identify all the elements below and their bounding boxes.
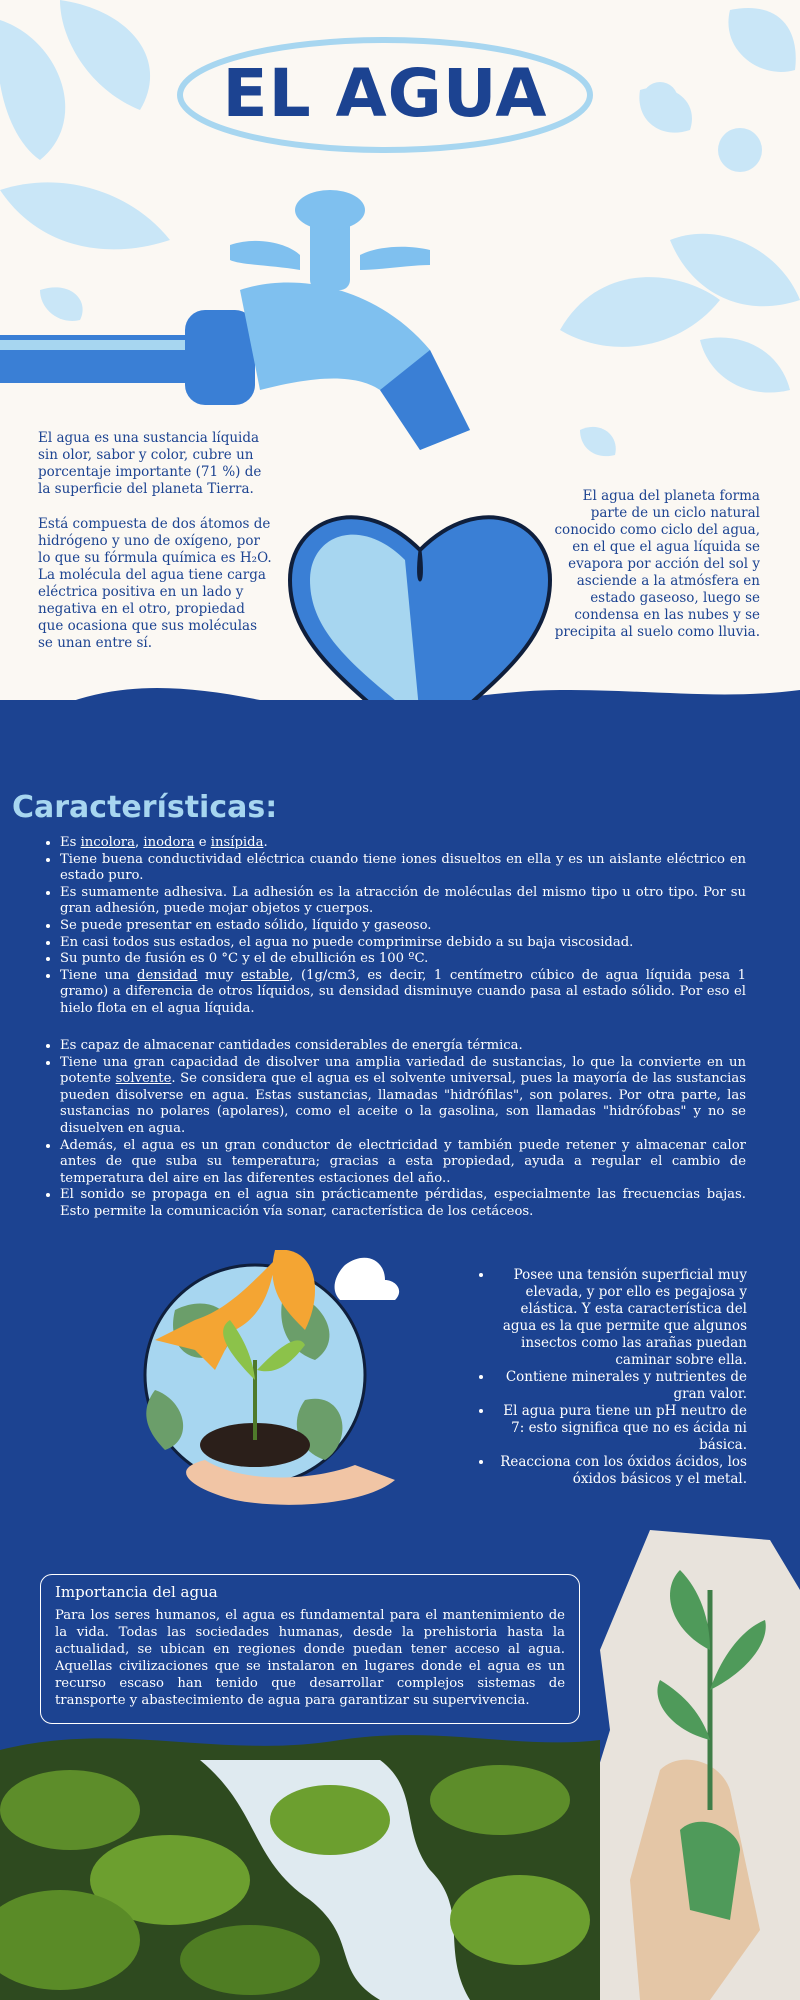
leaf-shape (560, 277, 720, 347)
bubble-shape (718, 128, 762, 172)
intro-paragraph-2: Está compuesta de dos átomos de hidrógeno y uno de oxígeno, por lo que su fórmula química es H₂O. La molécula del agua tiene carga eléctrica positiva en un lado y negativa en el otro, propiedad que ocasiona que sus moléculas se unan entre sí. (38, 516, 272, 651)
title-frame (170, 25, 600, 165)
list-item: • El sonido se propaga en el agua sin prácticamente pérdidas, especialmente las frecuencias bajas. Esto permite la comunicación vía sonar, característica de los cetáceos. (60, 1187, 746, 1220)
characteristics-list-1 (40, 835, 746, 1018)
water-cycle-paragraph: El agua del planeta forma parte de un ciclo natural conocido como ciclo del agua, en el que el agua líquida se evapora por acción del sol y asciende a la atmósfera en estado gaseoso, luego se condensa en las nubes y se precipita al suelo como lluvia. (554, 488, 760, 640)
list-item: • Reacciona con los óxidos ácidos, los óxidos básicos y el metal. (494, 1454, 747, 1488)
list-item: • Su punto de fusión es 0 °C y el de ebullición es 100 ºC. (60, 951, 746, 968)
list-item: • Tiene una densidad muy estable, (1g/cm3, es decir, 1 centímetro cúbico de agua líquida pesa 1 gramo) a diferencia de otros líquidos, su densidad disminuye cuando pasa al estado sólido. Por eso el hielo flota en el agua líquida. (60, 968, 746, 1018)
faucet-illustration (0, 180, 490, 460)
bubble-shape (642, 82, 678, 118)
page-title: EL AGUA (222, 55, 548, 132)
importance-heading: Importancia del agua (55, 1583, 218, 1601)
list-item: • Es sumamente adhesiva. La adhesión es la atracción de moléculas del mismo tipo u otro tipo. Por su gran adhesión, puede mojar objetos y cuerpos. (60, 885, 746, 918)
list-item: • El agua pura tiene un pH neutro de 7: esto significa que no es ácida ni básica. (494, 1403, 747, 1454)
list-item: • Tiene buena conductividad eléctrica cuando tiene iones disueltos en ella y es un aislante eléctrico en estado puro. (60, 852, 746, 885)
characteristics-heading: Características: (12, 790, 278, 825)
list-item: • Es capaz de almacenar cantidades considerables de energía térmica. (60, 1038, 746, 1055)
leaf-shape (60, 0, 150, 110)
leaf-shape (728, 8, 795, 72)
list-item: • Tiene una gran capacidad de disolver una amplia variedad de sustancias, lo que la convierte en un potente solvente. Se considera que el agua es el solvente universal, pues la mayoría de las sustancias pueden disolverse en agua. Estas sustancias, llamadas "hidrófilas", son polares. Por otra parte, las sustancias no polares (apolares), como el aceite o la gasolina, son llamadas "hidrófobas" y no se disuelven en agua. (60, 1055, 746, 1138)
list-item: • En casi todos sus estados, el agua no puede comprimirse debido a su baja viscosidad. (60, 935, 746, 952)
importance-paragraph: Para los seres humanos, el agua es fundamental para el mantenimiento de la vida. Todas las sociedades humanas, desde la prehistoria hasta la actualidad, se ubican en regiones donde puedan tener acceso al agua. Aquellas civilizaciones que se instalaron en lugares donde el agua es un recurso escaso han tenido que desarrollar complejos sistemas de transporte y abastecimiento de agua para garantizar su supervivencia. (55, 1608, 565, 1708)
river-rocks-photo (0, 1720, 800, 2000)
intro-paragraph-1: El agua es una sustancia líquida sin olor, sabor y color, cubre un porcentaje importante (71 %) de la superficie del planeta Tierra. (38, 430, 262, 497)
list-item: • Es incolora, inodora e insípida. (60, 835, 746, 852)
characteristics-list-2 (40, 1038, 746, 1221)
leaf-shape (700, 337, 790, 392)
list-item: • Posee una tensión superficial muy elevada, y por ello es pegajosa y elástica. Y esta característica del agua es la que permite que algunos insectos como las arañas puedan caminar sobre ella. (494, 1267, 747, 1369)
importance-box (40, 1574, 580, 1724)
leaf-shape (0, 20, 65, 160)
list-item: • Contiene minerales y nutrientes de gran valor. (494, 1369, 747, 1403)
list-item: • Además, el agua es un gran conductor de electricidad y también puede retener y almacenar calor antes de que suba su temperatura; gracias a esta propiedad, ayuda a regular el cambio de temperatura del aire en las diferentes estaciones del año.. (60, 1138, 746, 1188)
properties-list (470, 1267, 747, 1488)
list-item: • Se puede presentar en estado sólido, líquido y gaseoso. (60, 918, 746, 935)
leaf-shape (580, 427, 616, 456)
header-section (0, 0, 800, 760)
globe-plant-illustration (85, 1250, 415, 1510)
